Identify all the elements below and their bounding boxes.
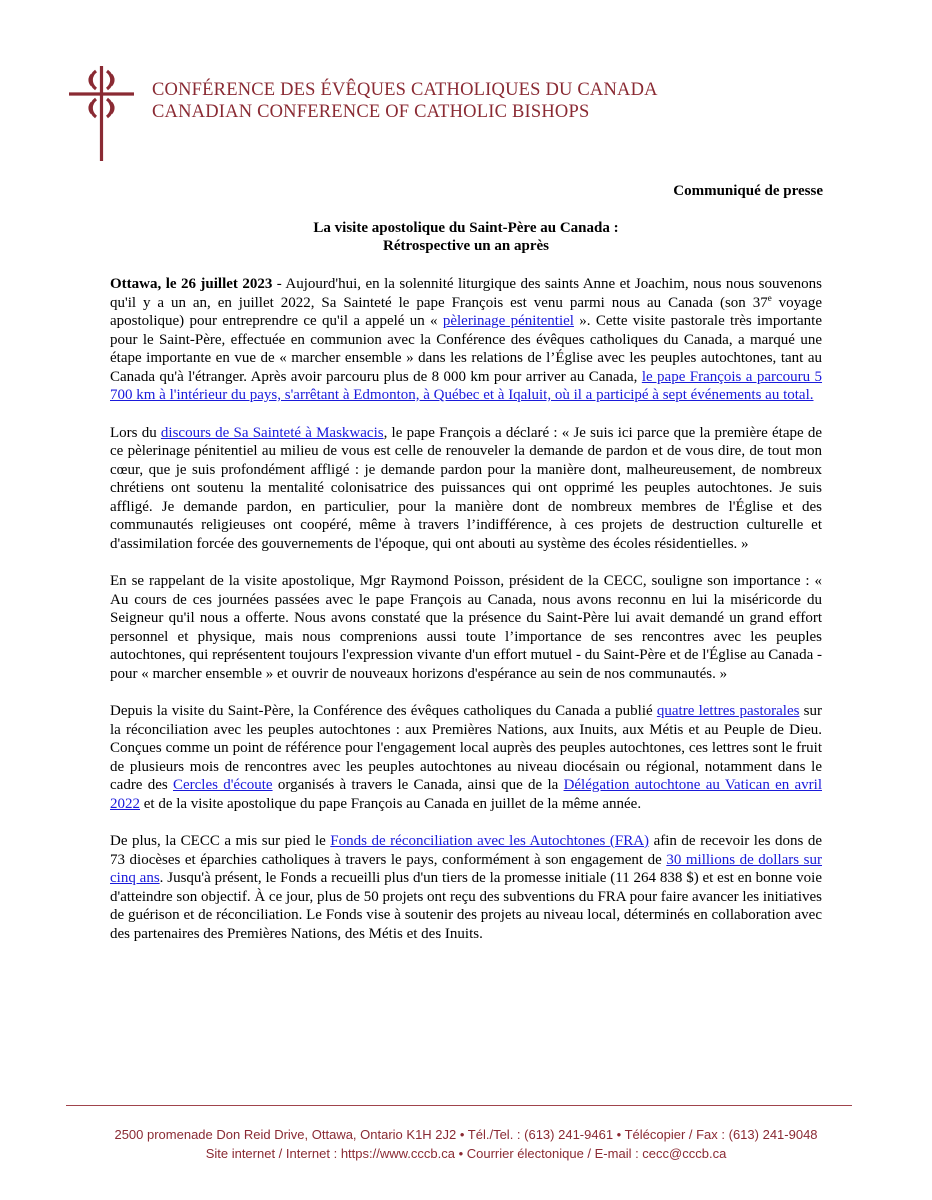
paragraph-5 — [110, 832, 822, 943]
paragraph-5-text-b: afin de recevoir les dons de 73 diocèses et éparchies catholiques à travers le pays, conformément à son engagement de — [110, 833, 822, 868]
org-name-english: CANADIAN CONFERENCE OF CATHOLIC BISHOPS — [152, 102, 590, 122]
paragraph-1-text-c: ». Cette visite pastorale très importante pour le Saint-Père, effectuée en communion avec la Conférence des évêques catholiques du Canada, a marqué une étape importante en vue de « marcher ensemble » dans les relations de l’Église avec les peuples autochtones, tant au Canada qu'à l'étranger. Après avoir parcouru plus de 8 000 km pour arriver au Canada, — [110, 313, 822, 385]
link-pastoral-letters[interactable]: quatre lettres pastorales — [656, 703, 800, 719]
footer — [0, 1125, 932, 1163]
title-line-2: Rétrospective un an après — [383, 238, 549, 254]
paragraph-5-text-c: . Jusqu'à présent, le Fonds a recueilli plus d'un tiers de la promesse initiale (11 264 838 $) et est en bonne voie d'atteindre son objectif. À ce jour, plus de 50 projets ont reçu des subventions du FRA pour faire avancer les initiatives de guérison et de réconciliation. Le Fonds vise à soutenir des projets au niveau local, déterminés en collaboration avec des partenaires des Premières Nations, des Métis et des Inuits. — [110, 870, 822, 942]
paragraph-5-text-a: De plus, la CECC a mis sur pied le — [110, 833, 331, 849]
link-listening-circles[interactable]: Cercles d'écoute — [172, 777, 273, 793]
ordinal-superscript: e — [767, 292, 772, 303]
link-30-million-commitment[interactable]: 30 millions de dollars sur cinq ans — [110, 851, 822, 886]
paragraph-2-text-b: , le pape François a déclaré : « Je suis ici parce que la première étape de ce pèlerinage pénitentiel au milieu de vous est celle de renouveler la demande de pardon et de vous dire, de tout mon cœur, que je suis profondément affligé : je demande pardon pour la manière dont, malheureusement, de nombreux chrétiens ont soutenu la mentalité colonisatrice des puissances qui ont opprimé les peuples autochtones. Je suis affligé. Je demande pardon, en particulier, pour la manière dont de nombreux membres de l'Église et des communautés religieuses ont coopéré, même à travers l’indifférence, à ces projets de destruction culturelle et d'assimilation forcée des gouvernements de l'époque, qui ont abouti au système des écoles résidentielles. » — [110, 424, 822, 552]
footer-contact: Site internet / Internet : https://www.cccb.ca • Courrier électonique / E-mail : cecc@cccb.ca — [205, 1146, 727, 1161]
paragraph-4-text-b: sur la réconciliation avec les peuples autochtones : aux Premières Nations, aux Inuits, aux Métis et au Peuple de Dieu. Conçues comme un point de référence pour l'engagement local auprès des peuples autochtones, ces lettres sont le fruit de plusieurs mois de rencontres avec les peuples autochtones au niveau diocésain ou régional, notamment dans le cadre des — [110, 703, 823, 793]
cross-emblem-icon — [69, 66, 134, 161]
paragraph-3 — [110, 572, 822, 683]
footer-divider — [66, 1105, 852, 1106]
paragraph-4-text-d: et de la visite apostolique du pape François au Canada en juillet de la même année. — [140, 795, 642, 812]
paragraph-4-text-a: Depuis la visite du Saint-Père, la Conférence des évêques catholiques du Canada a publié — [110, 703, 657, 719]
article-body — [110, 275, 822, 962]
paragraph-1-text-a: - Aujourd'hui, en la solennité liturgique des saints Anne et Joachim, nous nous souvenons qu'il y a un an, en juillet 2022, Sa Sainteté le pape François est venu parmi nous au Canada (son 37 — [110, 276, 822, 311]
paragraph-2 — [110, 424, 822, 554]
organization-name — [152, 79, 658, 123]
dateline: Ottawa, le 26 juillet 2023 — [110, 276, 273, 292]
paragraph-1-text-b: voyage apostolique) pour entreprendre ce qu'il a appelé un « — [110, 294, 822, 329]
link-vatican-delegation[interactable]: Délégation autochtone au Vatican en avril 2022 — [110, 777, 822, 812]
link-maskwacis-speech[interactable]: discours de Sa Sainteté à Maskwacis — [160, 424, 384, 441]
title-line-1: La visite apostolique du Saint-Père au Canada : — [313, 220, 619, 236]
paragraph-1 — [110, 275, 822, 405]
press-release-title — [110, 219, 822, 255]
paragraph-4 — [110, 702, 822, 813]
org-name-french: CONFÉRENCE DES ÉVÊQUES CATHOLIQUES DU CANADA — [152, 80, 658, 100]
document-type: Communiqué de presse — [673, 183, 823, 199]
paragraph-4-text-c: organisés à travers le Canada, ainsi que de la — [272, 777, 564, 793]
footer-address: 2500 promenade Don Reid Drive, Ottawa, Ontario K1H 2J2 • Tél./Tel. : (613) 241-9461 • Télécopier / Fax : (613) 241-9048 — [114, 1127, 818, 1142]
link-reconciliation-fund[interactable]: Fonds de réconciliation avec les Autochtones (FRA) — [330, 833, 650, 849]
paragraph-3-text: En se rappelant de la visite apostolique, Mgr Raymond Poisson, président de la CECC, souligne son importance : « Au cours de ces journées passées avec le pape François au Canada, nous avons reconnu en lui la miséricorde du Seigneur qu'il nous a offerte. Nous avons constaté que la présence du Saint-Père lui avait demandé un grand effort personnel et physique, mais nous comprenions aussi toute l’importance de ses rencontres avec les peuples autochtones, qui représentent toujours l'expression vivante d'un effort mutuel - du Saint-Père et de l'Église au Canada - pour « marcher ensemble » et ouvrir de nouveaux horizons d'espérance au sein de nos communautés. » — [110, 573, 822, 682]
link-penitential-pilgrimage[interactable]: pèlerinage pénitentiel — [442, 313, 574, 329]
link-papal-itinerary[interactable]: le pape François a parcouru 5 700 km à l'intérieur du pays, s'arrêtant à Edmonton, à Québec et à Iqaluit, où il a participé à sept événements au total. — [110, 368, 823, 403]
paragraph-2-text-a: Lors du — [110, 424, 161, 441]
